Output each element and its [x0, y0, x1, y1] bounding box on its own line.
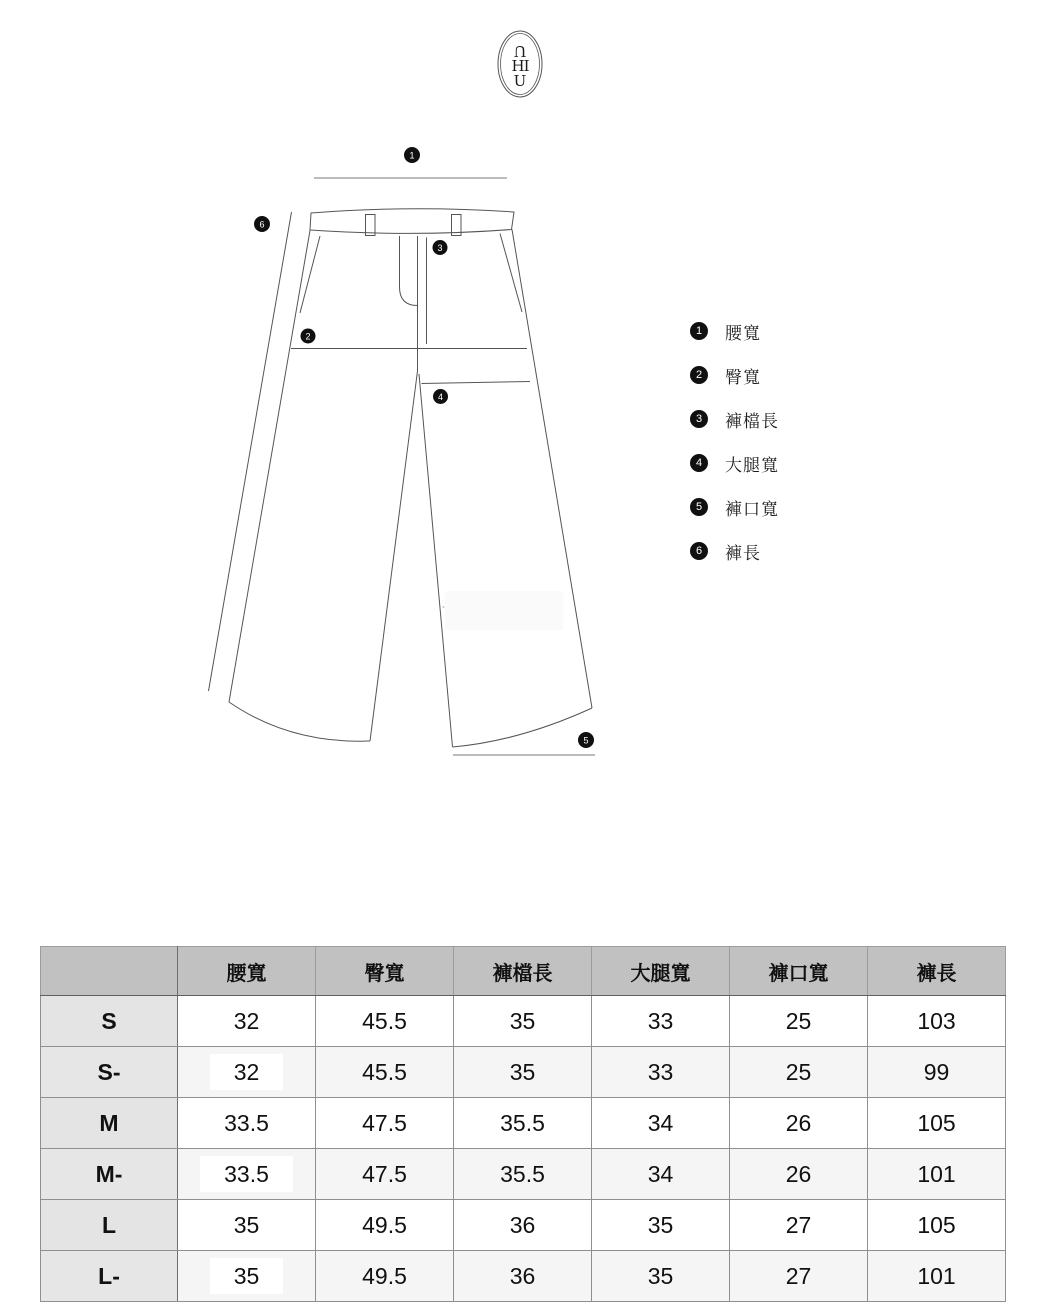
svg-text:1: 1: [409, 150, 415, 161]
logo-monogram-bottom: U: [513, 72, 527, 90]
thigh-measure-line: [422, 382, 531, 384]
value-cell: 27: [730, 1200, 868, 1251]
legend-label-thigh: 大腿寬: [725, 455, 779, 475]
svg-text:6: 6: [259, 219, 265, 230]
header-length: 褲長: [868, 947, 1006, 996]
value-cell: 45.5: [316, 1047, 454, 1098]
left-pocket-line: [300, 236, 320, 313]
svg-text:2: 2: [305, 331, 311, 342]
legend-item-waist: [690, 322, 779, 343]
value-cell: 103: [868, 996, 1006, 1047]
left-outer-seam: [229, 231, 310, 703]
table-header-row: [41, 947, 1006, 996]
value-cell: 34: [592, 1149, 730, 1200]
right-pocket-line: [500, 234, 522, 313]
value-cell: 36: [454, 1251, 592, 1302]
legend-item-length: [690, 542, 779, 563]
diagram-badge-6: [254, 216, 270, 232]
legend-badge-2: 2: [690, 366, 708, 384]
diagram-badge-2: [301, 329, 316, 344]
diagram-badge-3: [433, 240, 448, 255]
size-table-section: [40, 946, 1006, 1302]
value-cell: 47.5: [316, 1098, 454, 1149]
legend-label-leg-opening: 褲口寬: [725, 499, 779, 519]
legend-item-hip: [690, 366, 779, 387]
faint-dot: [443, 606, 445, 608]
value-cell: 35: [454, 996, 592, 1047]
value-cell: 105: [868, 1200, 1006, 1251]
header-size: [41, 947, 178, 996]
table-row: [41, 1047, 1006, 1098]
value-cell: 32: [178, 996, 316, 1047]
legend-badge-6: 6: [690, 542, 708, 560]
waistband: [310, 209, 514, 234]
value-cell: 101: [868, 1251, 1006, 1302]
value-cell: 32: [178, 1047, 316, 1098]
legend-item-leg-opening: [690, 498, 779, 519]
header-leg-opening: 褲口寬: [730, 947, 868, 996]
size-table-body: [41, 996, 1006, 1302]
size-label: S: [41, 996, 178, 1047]
left-hem-curve: [229, 702, 370, 741]
table-row: [41, 1200, 1006, 1251]
value-cell: 101: [868, 1149, 1006, 1200]
value-cell: 35: [178, 1200, 316, 1251]
value-cell: 45.5: [316, 996, 454, 1047]
logo-monogram-middle: HI: [511, 57, 529, 75]
brand-logo: [497, 30, 543, 98]
value-cell: 33.5: [178, 1098, 316, 1149]
svg-text:4: 4: [437, 391, 444, 402]
value-cell: 25: [730, 996, 868, 1047]
legend-label-length: 褲長: [725, 543, 761, 563]
value-cell: 49.5: [316, 1251, 454, 1302]
value-cell: 25: [730, 1047, 868, 1098]
svg-text:3: 3: [437, 242, 443, 253]
legend-badge-5: 5: [690, 498, 708, 516]
size-label: L: [41, 1200, 178, 1251]
value-cell: 105: [868, 1098, 1006, 1149]
size-table: [40, 946, 1006, 1302]
legend-label-hip: 臀寬: [725, 367, 761, 387]
value-cell: 35.5: [454, 1149, 592, 1200]
pants-diagram: [170, 130, 620, 780]
value-cell: 36: [454, 1200, 592, 1251]
diagram-badge-1: [404, 147, 420, 163]
table-row: [41, 996, 1006, 1047]
legend-label-crotch: 褲檔長: [725, 411, 779, 431]
left-inner-seam: [370, 371, 418, 741]
logo-monogram: [511, 42, 529, 90]
logo-monogram-top: U: [513, 42, 527, 60]
legend-item-crotch: [690, 410, 779, 431]
value-cell: 33.5: [178, 1149, 316, 1200]
measurement-legend: [690, 322, 779, 586]
header-waist: 腰寬: [178, 947, 316, 996]
legend-label-waist: 腰寬: [725, 323, 761, 343]
length-measure-line: [209, 212, 292, 691]
value-cell: 35: [178, 1251, 316, 1302]
right-outer-seam: [512, 230, 592, 709]
value-cell: 33: [592, 996, 730, 1047]
legend-badge-1: 1: [690, 322, 708, 340]
value-cell: 35: [454, 1047, 592, 1098]
header-thigh: 大腿寬: [592, 947, 730, 996]
fly-stitch: [400, 236, 418, 306]
size-label: S-: [41, 1047, 178, 1098]
right-hem-curve: [453, 708, 593, 747]
table-row: [41, 1251, 1006, 1302]
table-row: [41, 1098, 1006, 1149]
legend-badge-3: 3: [690, 410, 708, 428]
size-label: L-: [41, 1251, 178, 1302]
value-cell: 99: [868, 1047, 1006, 1098]
value-cell: 26: [730, 1149, 868, 1200]
diagram-badge-4: [433, 389, 448, 404]
faint-artifact: [445, 591, 563, 630]
header-hip: 臀寬: [316, 947, 454, 996]
svg-text:5: 5: [583, 735, 589, 746]
value-cell: 47.5: [316, 1149, 454, 1200]
value-cell: 33: [592, 1047, 730, 1098]
value-cell: 26: [730, 1098, 868, 1149]
size-label: M: [41, 1098, 178, 1149]
value-cell: 35: [592, 1251, 730, 1302]
right-inner-seam: [419, 374, 453, 747]
header-crotch: 褲檔長: [454, 947, 592, 996]
diagram-badge-5: [578, 732, 594, 748]
table-row: [41, 1149, 1006, 1200]
value-cell: 34: [592, 1098, 730, 1149]
size-label: M-: [41, 1149, 178, 1200]
value-cell: 35.5: [454, 1098, 592, 1149]
legend-badge-4: 4: [690, 454, 708, 472]
value-cell: 49.5: [316, 1200, 454, 1251]
value-cell: 35: [592, 1200, 730, 1251]
value-cell: 27: [730, 1251, 868, 1302]
legend-item-thigh: [690, 454, 779, 475]
